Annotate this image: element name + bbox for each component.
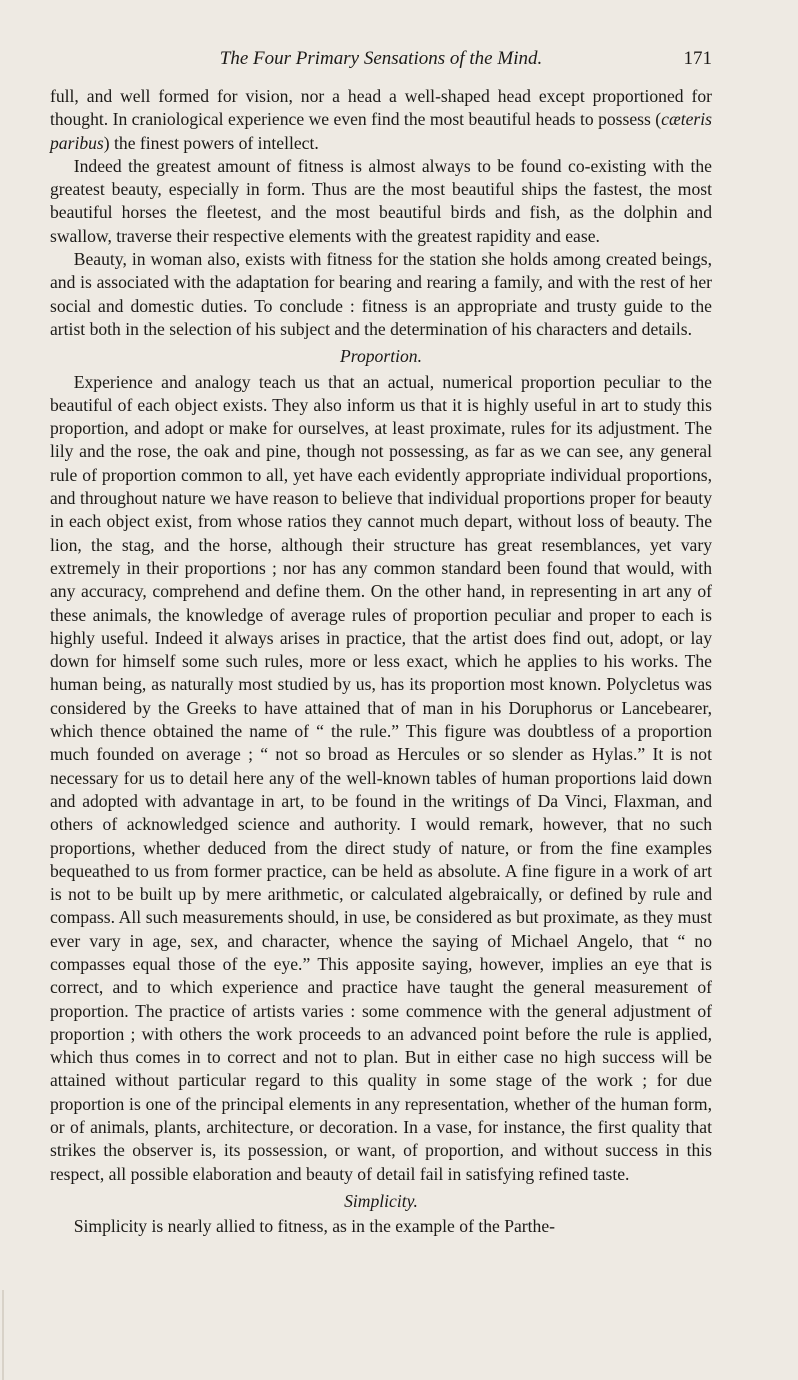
book-page	[50, 44, 712, 1239]
paragraph-proportion: Experience and analogy teach us that an actual, numerical proportion peculiar to the beautiful of each object exists. They also inform us that it is highly useful in art to study this proportion, and adopt or make for ourselves, at least proximate, rules for its adjustment. The lily and the rose, the oak and pine, though not possessing, as far as we can see, any general rule of proportion common to all, yet have each evidently appropriate individual proportions, and throughout nature we have reason to believe that individual proportions proper for beauty in each object exist, from whose ratios they cannot much depart, without loss of beauty. The lion, the stag, and the horse, although their structure has great resemblances, yet vary extremely in their proportions ; nor has any common standard been found that would, with any accuracy, comprehend and define them. On the other hand, in representing in art any of these animals, the knowledge of average rules of proportion peculiar and proper to each is highly useful. Indeed it always arises in practice, that the artist does find out, adopt, or lay down for himself some such rules, more or less exact, which he applies to his works. The human being, as naturally most studied by us, has its proportion most known. Polycletus was considered by the Greeks to have attained that of man in his Doruphorus or Lancebearer, which thence obtained the name of “ the rule.” This figure was doubtless of a proportion much founded on average ; “ not so broad as Hercules or so slender as Hylas.” It is not necessary for us to detail here any of the well-known tables of human proportions laid down and adopted with advantage in art, to be found in the writings of Da Vinci, Flaxman, and others of acknowledged science and authority. I would remark, however, that no such proportions, whether deduced from the direct study of nature, or from the fine examples bequeathed to us from former practice, can be held as absolute. A fine figure in a work of art is not to be built up by mere arithmetic, or calculated algebraically, or defined by rule and compass. All such measurements should, in use, be considered as but proximate, as they must ever vary in age, sex, and character, whence the saying of Michael Angelo, that “ no compasses equal those of the eye.” This apposite saying, however, implies an eye that is correct, and to which experience and practice have taught the general measurement of proportion. The practice of artists varies : some commence with the general adjustment of proportion ; with others the work proceeds to an advanced point before the rule is applied, which thus comes in to correct and not to plan. But in either case no high success will be attained without particular regard to this quality in some stage of the work ; for due proportion is one of the principal elements in any representation, whether of the human form, or of animals, plants, architecture, or decoration. In a vase, for instance, the first quality that strikes the observer is, its possession, or want, of proportion, and without success in this respect, all possible elaboration and beauty of detail fail in satisfying refined taste.	[50, 371, 712, 1184]
paragraph-fitness-beauty: Indeed the greatest amount of fitness is almost always to be found co-existing with the greatest beauty, especially in form. Thus are the most beautiful ships the fastest, the most beautiful horses the fleetest, and the most beautiful birds and fish, as the dolphin and swallow, traverse their respective elements with the greatest rapidity and ease.	[50, 155, 712, 246]
section-heading-proportion: Proportion.	[340, 346, 422, 367]
paragraph-beauty-woman: Beauty, in woman also, exists with fitness for the station she holds among created beings, and is associated with the adaptation for bearing and rearing a family, and with the rest of her social and domestic duties. To conclude : fitness is an appropriate and trusty guide to the artist both in the selection of his subject and the determination of his characters and details.	[50, 249, 712, 339]
paragraph-continuation: full, and well formed for vision, nor a head a well-shaped head except proportioned for thought. In craniological experience we even find the most beautiful heads to possess (cæteris paribus) the finest powers of intellect.	[50, 86, 712, 153]
page-header	[50, 44, 712, 74]
section-heading-simplicity: Simplicity.	[344, 1190, 418, 1211]
paragraph-simplicity: Simplicity is nearly allied to fitness, as in the example of the Parthe-	[73, 1216, 556, 1237]
page-number: 171	[683, 48, 712, 69]
running-title: The Four Primary Sensations of the Mind.	[219, 48, 543, 69]
page-edge-mark	[2, 1290, 4, 1380]
page-body	[50, 85, 712, 1239]
italic-phrase: cæteris paribus	[50, 109, 712, 153]
